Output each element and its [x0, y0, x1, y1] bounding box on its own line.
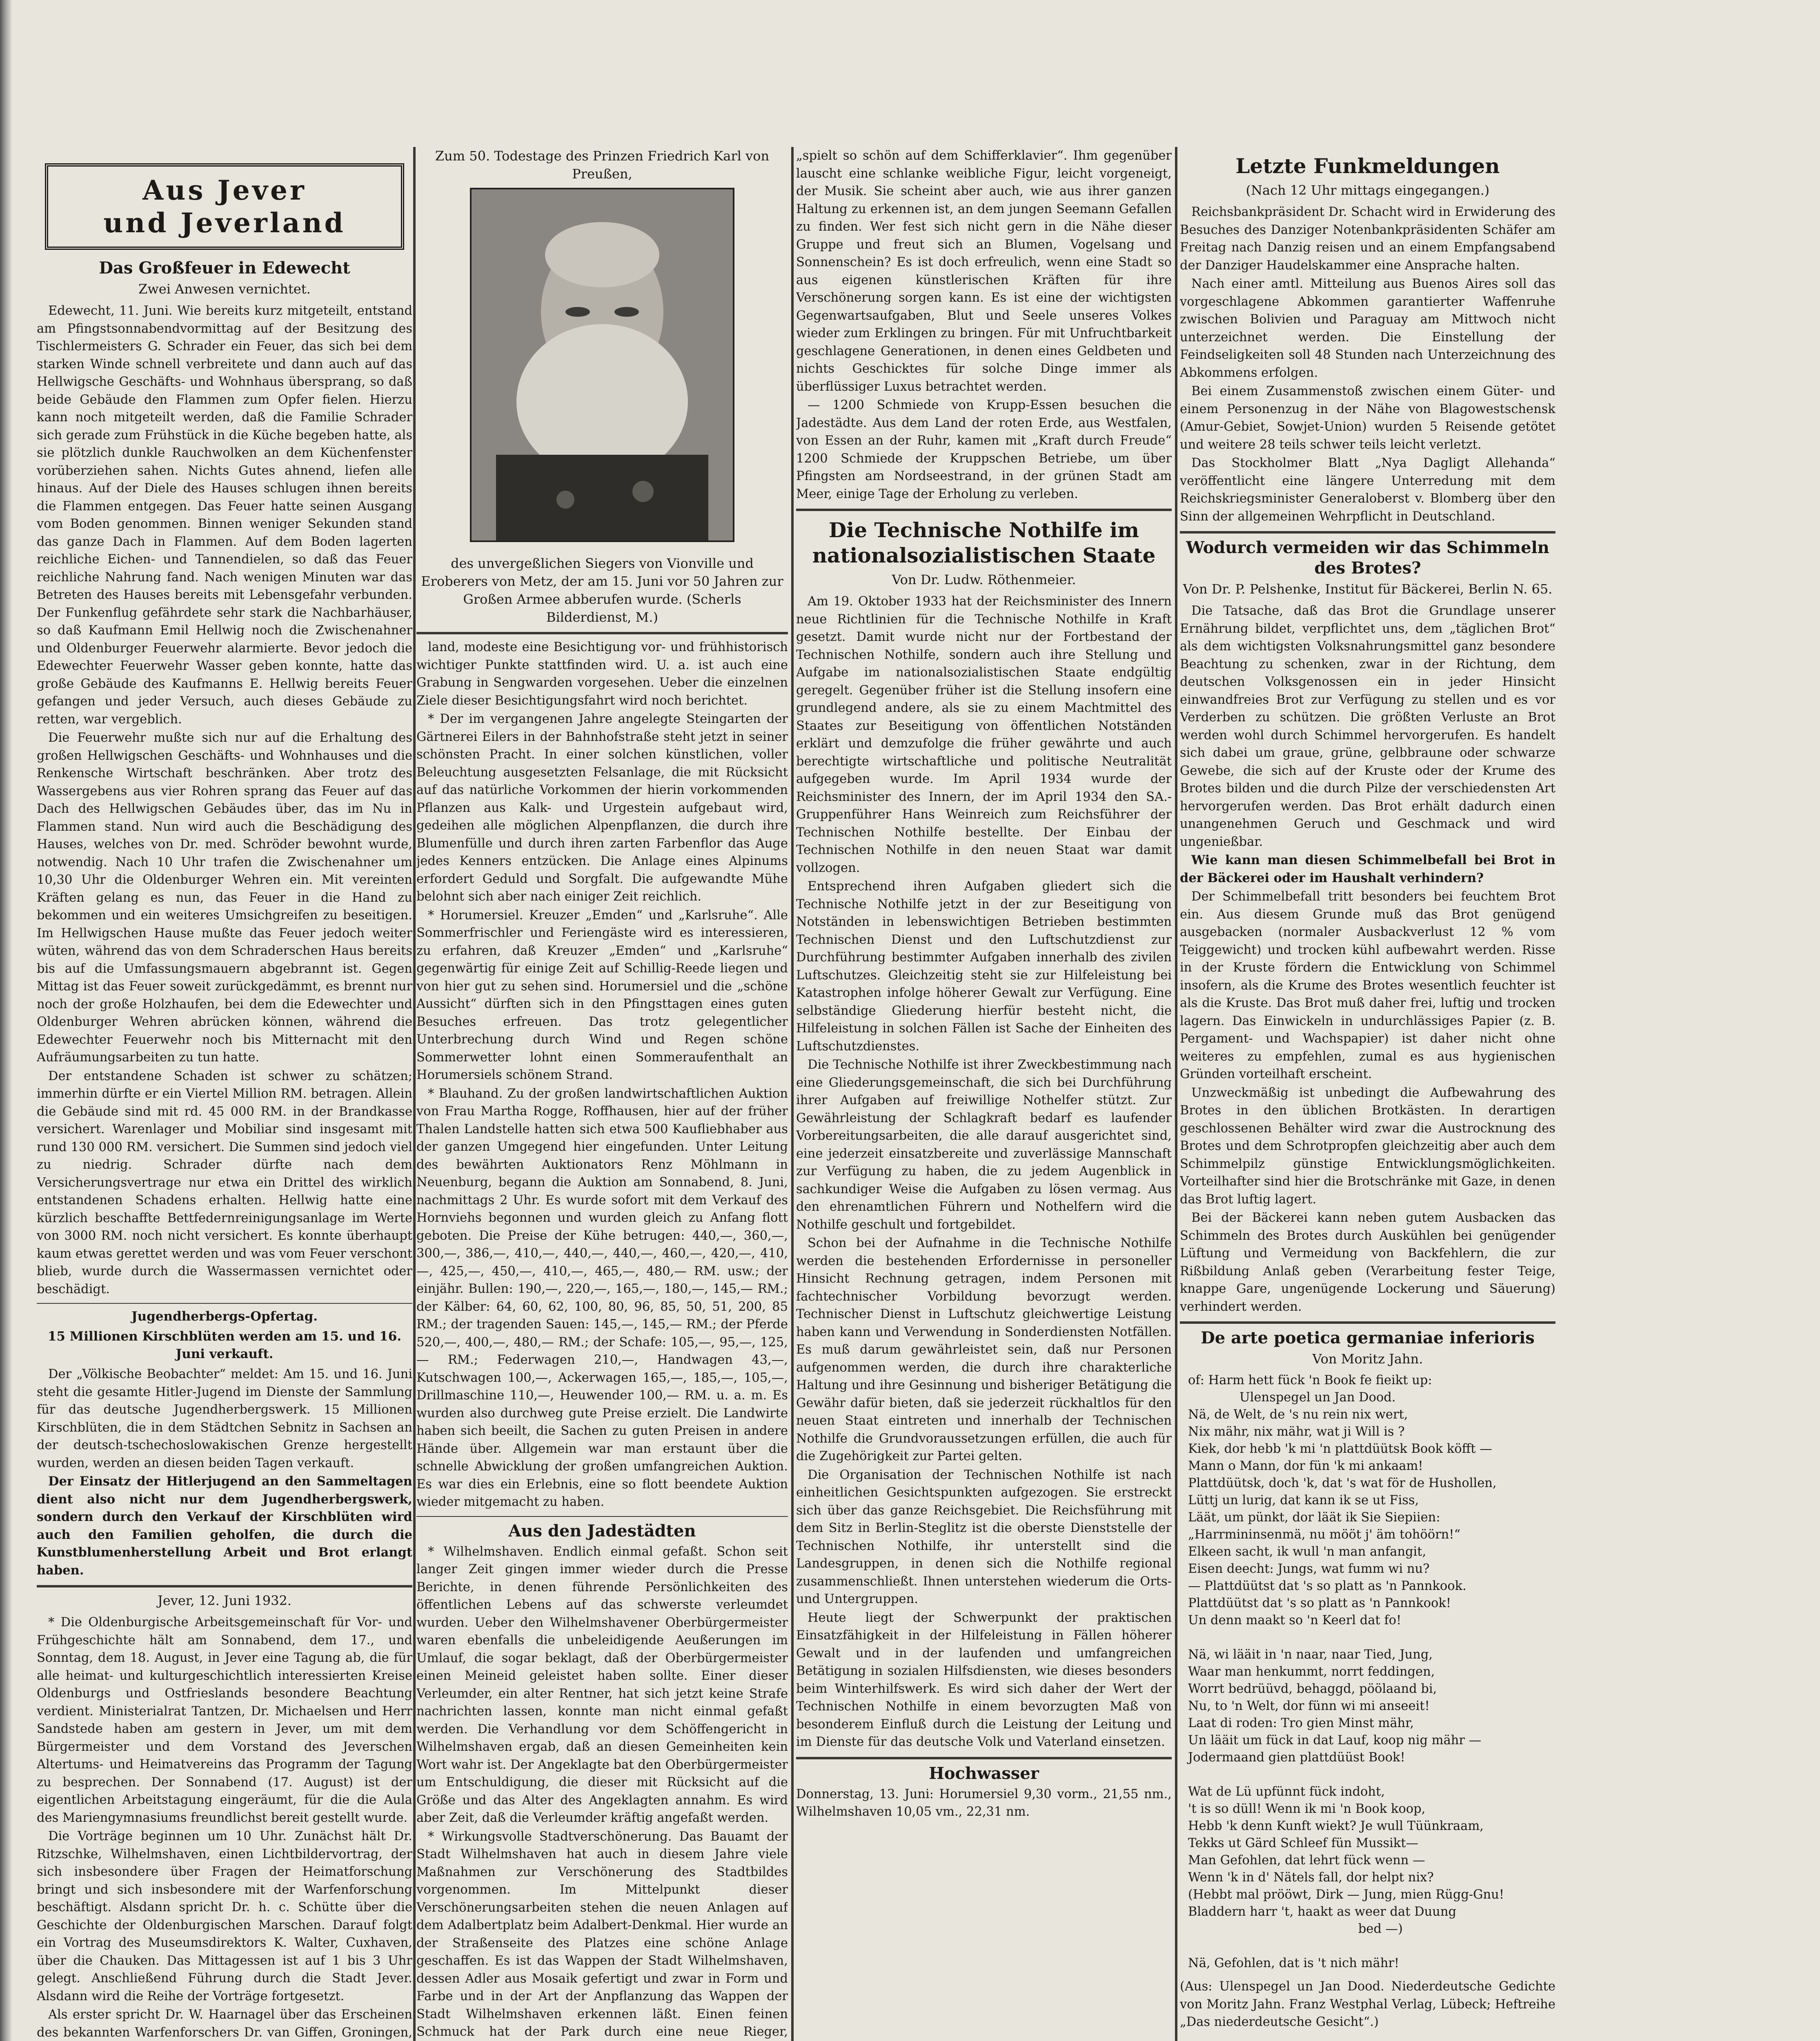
poem-text: of: Harm hett fück 'n Book fe fieikt up: Ulenspegel un Jan Dood. Nä, de Welt, de 's nu rein nix wert, Nix mähr, nix mähr, wat ji Will is ? Kiek, dor hebb 'k mi 'n plattdüütsk Book köfft — Mann o Mann, dor fün 'k mi ankaam! Plattdüütsk, doch 'k, dat 's wat för de Hushollen, Lüttj un lurig, dat kann ik se ut Fiss, Läät, um pünkt, dor läät ik Sie Siepiien: „Harrmininsenmä, nu mööt j' äm tohöörn!“ Elkeen sacht, ik wull 'n man anfangit, Eisen deecht: Jungs, wat fumm wi nu? — Plattdüütst dat 's so platt as 'n Pannkook. Plattdüütst dat 's so platt as 'n Pannkook! Un denn maakt so 'n Keerl dat fo! Nä, wi lääit in 'n naar, naar Tied, Jung, Waar man henkummt, norrt feddingen, Worrt bedrüüvd, behaggd, pöölaand bi, Nu, to 'n Welt, dor fünn wi mi anseeit! Laat di roden: Tro gien Minst mähr, Un lääit um fück in dat Lauf, koop nig mähr — Jodermaand gien plattdüüst Book! Wat de Lü upfünnt fück indoht, 't is so düll! Wenn ik mi 'n Book koop, Hebb 'k denn Kunft wiekt? Je wull Tüünkraam, Tekks ut Gärd Schleef fün Mussikt— Man Gefohlen, dat lehrt fück wenn — Wenn 'k in d' Nätels fall, dor helpt nix? (Hebbt mal prööwt, Dirk — Jung, mien Rügg-Gnu! Bladdern harr 't, haakt as weer dat Duung bed —) Nä, Gefohlen, dat is 't nich mähr! [1188, 1373, 1504, 1970]
article-paragraph: Bei der Bäckerei kann neben gutem Ausbacken das Schimmeln des Brotes durch Auskühlen bei genügender Lüftung und Vermeidung von Backfehlern, die zur Rißbildung Anlaß geben (Verarbeitung fester Teige, knappe Gare, ungenügende Lockerung und Säuerung) verhindert werden. [1180, 1211, 1555, 1314]
section-headline: Aus den Jadestädten [508, 1521, 696, 1541]
article-paragraph: * Horumersiel. Kreuzer „Emden“ und „Karlsruhe“. Alle Sommerfrischler und Feriengäste wird es interessieren, zu erfahren, daß Kreuzer „Emden“ und „Karlsruhe“ gegenwärtig für einige Zeit auf Schillig-Reede liegen und von hier gut zu sehen sind. Horumersiel und die „schöne Aussicht“ dürften sich in den Pfingsttagen eines guten Besuches erfreuen. Das trotz gelegentlicher Unterbrechung durch Wind und Regen schöne Sommerwetter lohnt einen Sommeraufenthalt an Horumersiels schönem Strand. [416, 908, 788, 1082]
divider [1180, 531, 1555, 534]
article-byline: Von Dr. Ludw. Röthenmeier. [892, 572, 1076, 587]
article-headline: Wodurch vermeiden wir das Schimmeln des Brotes? [1186, 538, 1549, 578]
portrait-illustration [472, 189, 733, 540]
article-paragraph: Der entstandene Schaden ist schwer zu schätzen; immerhin dürfte er ein Viertel Million RM. betragen. Allein die Gebäude sind mit rd. 45 000 RM. in der Brandkasse versichert. Warenlager und Mobiliar sind insgesamt mit rund 130 000 RM. versichert. Die Summen sind jedoch viel zu niedrig. Schrader dürfte nach dem Versicherungsvertrage nur etwa ein Drittel des wirklich entstandenen Schadens erhalten. Hellwig hatte eine kürzlich beschaffte Bettfedernreinigungsanlage im Werte von 3000 RM. noch nicht versichert. Es konnte überhaupt kaum etwas gerettet werden und was vom Feuer verschont blieb, wurde durch die Wassermassen vernichtet oder beschädigt. [37, 1069, 412, 1296]
divider [37, 1585, 412, 1587]
news-item: Bei einem Zusammenstoß zwischen einem Güter- und einem Personenzug in der Nähe von Blagowestschensk (Amur-Gebiet, Sowjet-Union) wurden 5 Reisende getötet und weitere 28 teils schwer teils leicht verletzt. [1180, 384, 1555, 452]
column-rule [413, 147, 416, 2041]
page-fold-shadow [0, 0, 12, 2041]
section-title-line-2: und Jeverland [103, 207, 346, 239]
column-1 [37, 147, 412, 2041]
divider [37, 1303, 412, 1304]
section-header-box [45, 163, 404, 250]
article-headline: De arte poetica germaniae inferioris [1201, 1328, 1535, 1347]
article-paragraph: Die Organisation der Technischen Nothilfe ist nach einheitlichen Gesichtspunkten aufgezogen. Sie erstreckt sich über das ganze Reichsgebiet. Die Reichsführung mit dem Sitz in Berlin-Steglitz ist die oberste Dienststelle der Technischen Nothilfe, ihr unterstellt sind die Landesgruppen, in denen sich die Nothilfe regional zusammenschließt. Ihnen unterstehen wiederum die Orts- und Untergruppen. [796, 1467, 1172, 1606]
article-paragraph: Unzweckmäßig ist unbedingt die Aufbewahrung des Brotes in den üblichen Brotkästen. In derartigen geschlossenen Behälter wird zwar die Austrocknung des Brotes und dem Schrotpropfen gleichzeitig aber auch dem Schimmelpilz günstige Entwicklungsmöglichkeiten. Vorteilhafter sind hier die Brotschränke mit Gaze, in denen das Brot luftig lagert. [1180, 1085, 1555, 1207]
article-paragraph: Am 19. Oktober 1933 hat der Reichsminister des Innern neue Richtlinien für die Technische Nothilfe in Kraft gesetzt. Damit wurde nicht nur der Fortbestand der Technischen Nothilfe, sondern auch ihre Stellung und Aufgabe im nationalsozialistischen Staate endgültig geregelt. Gegenüber früher ist die Stellung insofern eine grundlegend andere, als sie zu einem Machtmittel des Staates zur Beseitigung von öffentlichen Notständen erklärt und demzufolge die früher gewährte und auch berechtigte wirtschaftliche und politische Neutralität aufgegeben wurde. Im April 1934 wurde der Reichsminister des Innern, der im April 1934 den SA.-Gruppenführer Hans Weinreich zum Reichsführer der Technischen Nothilfe bestellte. Der Einbau der Technischen Nothilfe in den neuen Staat war damit vollzogen. [796, 594, 1172, 875]
article-paragraph: land, modeste eine Besichtigung vor- und frühhistorisch wichtiger Punkte stattfinden wird. U. a. ist auch eine Grabung in Sengwarden vorgesehen. Ueber die einzelnen Ziele dieser Besichtigungsfahrt wird noch berichtet. [416, 640, 788, 708]
article-paragraph: Schon bei der Aufnahme in die Technische Nothilfe werden die bestehenden Erfordernisse in personeller Hinsicht Rechnung getragen, indem Personen mit fachtechnischer Vorbildung bevorzugt werden. Technischer Dienst in Luftschutz gleichwertige Leistung haben kann und Verwendung in Sonderdiensten Notfällen. Es muß darum gewährleistet sein, daß nur Personen aufgenommen werden, die durch ihre charakterliche Haltung und ihre Gesinnung und bisheriger Betätigung die Gewähr dafür bieten, daß sie jederzeit rückhaltlos für den neuen Staat eintreten und innerhalb der Technischen Nothilfe die Grundvoraussetzungen erfüllen, die auch für die Zugehörigkeit zur Partei gelten. [796, 1236, 1172, 1463]
news-item: Nach einer amtl. Mitteilung aus Buenos Aires soll das vorgeschlagene Abkommen garantierter Waffenruhe zwischen Bolivien und Paraguay am Mittwoch nicht unterzeichnet werden. Die Einstellung der Feindseligkeiten soll 48 Stunden nach Unterzeichnung des Abkommens erfolgen. [1180, 277, 1555, 380]
article-headline: Die Technische Nothilfe im nationalsozialistischen Staate [812, 518, 1156, 567]
article-paragraph: Entsprechend ihren Aufgaben gliedert sich die Technische Nothilfe jetzt in der zur Beseitigung von Notständen in lebenswichtigen Betrieben bestimmten Technischen Dienst und den Luftschutzdienst zur Durchführung bestimmter Aufgaben innerhalb des zivilen Luftschutzes. Gleichzeitig steht sie zur Hilfeleistung bei Katastrophen infolge höherer Gewalt zur Verfügung. Eine selbständige Gliederung hierfür besteht nicht, die Hilfeleistung in solchen Fällen ist Sache der Einheiten des Luftschutzdienstes. [796, 879, 1172, 1054]
section-title-line-1: Aus Jever [142, 174, 307, 206]
divider [796, 509, 1172, 511]
poem-source: (Aus: Ulenspegel un Jan Dood. Niederdeutsche Gedichte von Moritz Jahn. Franz Westphal Verlag, Lübeck; Heftreihe „Das niederdeutsche Gesicht“.) [1180, 1979, 1555, 2029]
portrait-photo [470, 188, 734, 542]
photo-caption-bottom: des unvergeßlichen Siegers von Vionville und Eroberers von Metz, der am 15. Juni vor 50 Jahren zur Großen Armee abberufen wurde. (Scherls Bilderdienst, M.) [421, 556, 783, 625]
section-headline: Letzte Funkmeldungen [1235, 154, 1500, 178]
article-paragraph: * Die Oldenburgische Arbeitsgemeinschaft für Vor- und Frühgeschichte hält am Sonnabend, dem 17., und Sonntag, dem 18. August, in Jever eine Tagung ab, die für alle heimat- und kulturgeschichtlich interessierten Kreise Oldenburgs und Ostfrieslands besondere Beachtung verdient. Ministerialrat Tantzen, Dr. Michaelsen und Herr Sandstede haben am gestern in Jever, um mit dem Bürgermeister und dem Vorstand des Jeverschen Altertums- und Heimatvereins das Programm der Tagung zu besprechen. Der Sonnabend (17. August) ist der eigentlichen Arbeitstagung eingeräumt, für die die Aula des Mariengymnasiums freundlichst bereit gestellt wurde. [37, 1615, 412, 1825]
divider [416, 632, 788, 634]
article-paragraph: * Wirkungsvolle Stadtverschönerung. Das Bauamt der Stadt Wilhelmshaven hat auch in diesem Jahre viele Maßnahmen zur Verschönerung des Stadtbildes vorgenommen. Im Mittelpunkt dieser Verschönerungsarbeiten stehen die neuen Anlagen auf dem Adalbertplatz beim Adalbert-Denkmal. Hier wurde an der Straßenseite des Platzes eine schöne Anlage geschaffen. Es ist das Wappen der Stadt Wilhelmshaven, dessen Adler aus Mosaik gefertigt und zwar in Form und Farbe und in der Art der Anpflanzung das Wappen der Stadt Wilhelmshaven erkennen läßt. Einen feinen Schmuck hat der Park durch eine neue Rieger, [416, 1829, 788, 2039]
article-paragraph: Die Feuerwehr mußte sich nur auf die Erhaltung des großen Hellwigschen Geschäfts- und Wohnhauses und die Renkensche Wirtschaft beschränken. Aber trotz des Wassergebens aus vier Rohren sprang das Feuer auf das Dach des Hellwigschen Gebäudes über, das im Nu in Flammen stand. Nun wird auch die Beschädigung des Hauses, welches von Dr. med. Schröder bewohnt wurde, notwendig. Nach 10 Uhr trafen die Zwischenahner um 10,30 Uhr die Oldenburger Wehren ein. Mit vereinten Kräften gelang es nun, das Feuer in die Hand zu bekommen und ein weiteres Umsichgreifen zu beseitigen. Im Hellwigschen Hause mußte das Feuer jedoch weiter wüten, während das von dem Schraderschen Haus bereits bis auf die Umfassungsmauern abgebrannt ist. Gegen Mittag ist das Feuer soweit zurückgedämmt, es brennt nur noch der große Holzhaufen, bei dem die Edewechter und Oldenburger Wehren abrücken können, während die Edewechter Feuerwehr noch bis Mitternacht mit den Aufräumungsarbeiten zu tun hatte. [37, 731, 412, 1065]
article-paragraph: Edewecht, 11. Juni. Wie bereits kurz mitgeteilt, entstand am Pfingstsonnabendvormittag auf der Besitzung des Tischlermeisters G. Schrader ein Feuer, das sich bei dem starken Winde schnell verbreitete und dann auch auf das Hellwigsche Geschäfts- und Wohnhaus übersprang, so daß beide Gebäude den Flammen zum Opfer fielen. Hierzu kann noch mitgeteilt werden, daß die Familie Schrader sich gerade zum Frühstück in die Küche begeben hatte, als sie plötzlich dunkle Rauchwolken an dem Küchenfenster vorüberziehen sahen. Nichts Gutes ahnend, liefen alle hinaus. Auf der Diele des Hauses schlugen ihnen bereits die Flammen entgegen. Das Feuer hatte seinen Ausgang vom Boden genommen. Binnen weniger Sekunden stand das ganze Dach in Flammen. Auf dem Boden lagerten reichliche Eichen- und Tannendielen, so daß das Feuer reichliche Nahrung fand. Nach wenigen Minuten war das Betreten des Hauses bereits mit Lebensgefahr verbunden. Der Funkenflug gefährdete sehr stark die Nachbarhäuser, so daß Kaufmann Emil Hellwig noch die Zwischenahner und Oldenburger Feuerwehr alarmierte. Bevor jedoch die Edewechter Feuerwehr Wasser geben konnte, hatte das große Gebäude des Kaufmanns E. Hellwig bereits Feuer gefangen und jeder Versuch, auch dieses Gebäude zu retten, war vergeblich. [37, 304, 412, 727]
article-paragraph: Die Vorträge beginnen um 10 Uhr. Zunächst hält Dr. Ritzschke, Wilhelmshaven, einen Lichtbildervortrag, der sich insbesondere über Fragen der Heimatforschung bringt und sich insbesondere mit der Warfenforschung beschäftigt. Alsdann spricht Dr. h. c. Schütte über die Geschichte der Oldenburgischen Marschen. Darauf folgt ein Vortrag des Museumsdirektors K. Walter, Cuxhaven, über die Chauken. Das Mittagessen ist auf 1 bis 3 Uhr gelegt. Anschließend Führung durch die Stadt Jever. Alsdann wird die Reihe der Vorträge fortgesetzt. [37, 1829, 412, 2003]
news-item: Das Stockholmer Blatt „Nya Dagligt Allehanda“ veröffentlicht eine längere Unterredung mit dem Reichskriegsminister Generaloberst v. Blomberg über den Sinn der allgemeinen Wehrpflicht in Deutschland. [1180, 456, 1555, 524]
divider [416, 1516, 788, 1517]
article-paragraph: Die Tatsache, daß das Brot die Grundlage unserer Ernährung bildet, verpflichtet uns, dem „täglichen Brot“ als dem wichtigsten Volksnahrungsmittel ganz besondere Beachtung zu schenken, zwar in der Richtung, dem deutschen Volksgenossen ein in jeder Hinsicht einwandfreies Brot zur Verfügung zu stellen und es vor Verderben zu schützen. Die größten Verluste an Brot werden wohl durch Schimmel hervorgerufen. Es handelt sich dabei um graue, grüne, gelbbraune oder schwarze Gewebe, die sich auf der Kruste oder der Krume des Brotes bilden und die durch Pilze der verschiedensten Art hervorgerufen werden. Das Brot erhält dadurch einen unangenehmen Geruch und Geschmack und wird ungenießbar. [1180, 604, 1555, 849]
column-rule [1175, 147, 1177, 2041]
column-4 [1180, 147, 1555, 2041]
article-paragraph: „spielt so schön auf dem Schifferklavier“. Ihm gegenüber lauscht eine schlanke weibliche Figur, leicht vorgeneigt, der Musik. Sie scheint aber auch, wie aus ihrer ganzen Haltung zu erkennen ist, an dem jungen Seemann Gefallen zu finden. Wer fest sich nicht gern in die Nähe dieser Gruppe und freut sich an Blumen, Vogelsang und Sonnenschein? Es ist doch erfreulich, wenn eine Stadt so aus eigenen künstlerischen Kräften für ihre Verschönerung sorgen kann. Es ist eine der wichtigsten Gegenwartsaufgaben, Blut und Seele unseres Volkes wieder zum Erklingen zu bringen. Für mit Unfruchtbarkeit geschlagene Generationen, in denen eines Geldbeten und nichts Geschicktes für solche Dinge immer als überflüssiger Luxus betrachtet werden. [796, 149, 1172, 394]
article-byline: Von Moritz Jahn. [1312, 1351, 1423, 1367]
article-subheadline: 15 Millionen Kirschblüten werden am 15. und 16. Juni verkauft. [47, 1329, 402, 1361]
column-rule [791, 147, 794, 2041]
divider [796, 1757, 1172, 1759]
article-paragraph: — 1200 Schmiede von Krupp-Essen besuchen die Jadestädte. Aus dem Land der roten Erde, aus Westfalen, von Essen an der Ruhr, kamen mit „Kraft durch Freude“ 1200 Schmiede der Kruppschen Betriebe, um über Pfingsten am Nordseestrand, in der grünen Stadt am Meer, einige Tage der Erholung zu verleben. [796, 398, 1172, 501]
article-paragraph: Die Technische Nothilfe ist ihrer Zweckbestimmung nach eine Gliederungsgemeinschaft, die sich bei Durchführung ihrer Aufgaben auf freiwillige Nothelfer stützt. Zur Gewährleistung der Schlagkraft bedarf es laufender Vorbereitungsarbeiten, die alle darauf ausgerichtet sind, eine jederzeit einsatzbereite und zuverlässige Mannschaft zur Verfügung zu haben, die zu jedem Augenblick in sachkundiger Weise die Aufgaben zu lösen vermag. Aus den ehrenamtlichen Führern und Nothelfern wird die Nothilfe geschult und fortgebildet. [796, 1058, 1172, 1232]
article-headline: Das Großfeuer in Edewecht [99, 258, 350, 278]
news-item: Reichsbankpräsident Dr. Schacht wird in Erwiderung des Besuches des Danziger Notenbankpräsidenten Schäfer am Freitag nach Danzig reisen und an einem Empfangsabend der Danziger Haudelskammer eine Ansprache halten. [1180, 205, 1555, 273]
tide-table-text: Donnerstag, 13. Juni: Horumersiel 9,30 vorm., 21,55 nm., Wilhelmshaven 10,05 vm., 22,31 nm. [796, 1787, 1172, 1819]
photo-caption-top: Zum 50. Todestage des Prinzen Friedrich Karl von Preußen, [435, 148, 770, 182]
article-paragraph: Wie kann man diesen Schimmelbefall bei Brot in der Bäckerei oder im Haushalt verhindern? [1180, 853, 1555, 885]
article-paragraph: Der Schimmelbefall tritt besonders bei feuchtem Brot ein. Aus diesem Grunde muß das Brot genügend ausgebacken (normaler Ausbackverlust 12 % vom Teiggewicht) und trocken kühl aufbewahrt werden. Risse in der Kruste fördern die Entwicklung von Schimmel insofern, als die Krume des Brotes wesentlich feuchter ist als die Kruste. Das Brot muß daher frei, luftig und trocken lagern. Das Einwickeln in undurchlässiges Papier (z. B. Pergament- und Wachspapier) ist daher nicht ohne weiteres zu empfehlen, zumal es aus hygienischen Gründen vorteilhaft erscheint. [1180, 889, 1555, 1081]
article-paragraph: * Blauhand. Zu der großen landwirtschaftlichen Auktion von Frau Martha Rogge, Roffhausen, hier auf der früher Thalen Landstelle hatten sich etwa 500 Kaufliebhaber aus der ganzen Umgegend hier eingefunden. Unter Leitung des bewährten Auktionators Renz Möhlmann in Neuenburg, begann die Auktion am Sonnabend, 8. Juni, nachmittags 2 Uhr. Es wurde sofort mit dem Verkauf des Hornviehs begonnen und wurden gleich zu Anfang flott geboten. Die Preise der Kühe betrugen: 440,—, 360,—, 300,—, 386,—, 410,—, 440,—, 440,—, 460,—, 420,—, 410,—, 425,—, 450,—, 410,—, 465,—, 480,— RM. usw.; der einjähr. Bullen: 190,—, 220,—, 165,—, 180,—, 145,— RM.; der Kälber: 64, 60, 62, 100, 80, 96, 85, 50, 51, 200, 85 RM.; der tragenden Sauen: 145,—, 145,— RM.; der Pferde 520,—, 400,—, 480,— RM.; der Schafe: 105,—, 95,—, 125,— RM.; Federwagen 210,—, Handwagen 43,—, Kutschwagen 100,—, Ackerwagen 165,—, 185,—, 105,—, Drillmaschine 110,—, Heuwender 100,— RM. u. a. m. Es wurden also durchweg gute Preise erzielt. Die Landwirte haben sich beeilt, die Sachen zu guten Preisen in andere Hände über. Allgemein war man erstaunt über die schnelle Abwicklung der großen umfangreichen Auktion. Es war dies ein Erlebnis, eine so flott beendete Auktion wieder mitgemacht zu haben. [416, 1086, 788, 1509]
column-3 [796, 147, 1172, 2041]
article-headline: Jugendherbergs-Opfertag. [131, 1309, 318, 1324]
divider [1180, 1321, 1555, 1324]
article-paragraph: * Wilhelmshaven. Endlich einmal gefaßt. Schon seit langer Zeit gingen immer wieder durch die Presse Berichte, in denen führende Persönlichkeiten des öffentlichen Lebens auf das schwerste verleumdet wurden. Ueber den Wilhelmshavener Oberbürgermeister waren ebenfalls die unbeleidigende Aeußerungen im Umlauf, die sogar beklagt, daß der Oberbürgermeister einen Meineid geleistet haben sollte. Einer dieser Verleumder, ein alter Rentner, hat sich jetzt keine Strafe nachrichten lassen, konnte man nicht einmal gefaßt werden. Die Verhandlung vor dem Schöffengericht in Wilhelmshaven ergab, daß an diesen Gemeinheiten kein Wort wahr ist. Der Angeklagte bat den Oberbürgermeister um Entschuldigung, die dieser mit Rücksicht auf die Größe und das Alter des Angeklagten annahm. Es wird aber Zeit, daß die Verleumder kräftig angefaßt werden. [416, 1544, 788, 1825]
article-paragraph: * Der im vergangenen Jahre angelegte Steingarten der Gärtnerei Eilers in der Bahnhofstraße steht jetzt in seiner schönsten Pracht. In einer solchen künstlichen, voller Beleuchtung ausgesetzten Felsanlage, die mit Rücksicht auf das natürliche Vorkommen der hierin vorkommenden Pflanzen aus Kalk- und Urgestein aufgebaut wird, gedeihen alle möglichen Alpenpflanzen, die durch ihre Blumenfülle und durch ihren zarten Farbenflor das Auge jedes Kenners entzücken. Die Anlage eines Alpinums erfordert Geduld und Sorgfalt. Die aufgewandte Mühe belohnt sich aber nach einiger Zeit reichlich. [416, 712, 788, 904]
article-paragraph: Der „Völkische Beobachter“ meldet: Am 15. und 16. Juni steht die gesamte Hitler-Jugend im Dienste der Sammlung für das deutsche Jugendherbergswerk. 15 Millionen Kirschblüten, die in dem Städtchen Sebnitz in Sachsen an der deutsch-tschechoslowakischen Grenze hergestellt wurden, werden an diesen beiden Tagen verkauft. [37, 1367, 412, 1470]
article-byline: Von Dr. P. Pelshenke, Institut für Bäckerei, Berlin N. 65. [1183, 581, 1553, 597]
article-paragraph: Der Einsatz der Hitlerjugend an den Sammeltagen dient also nicht nur dem Jugendherbergswerk, sondern durch den Verkauf der Kirschblüten wird auch den Familien geholfen, die durch die Kunstblumenherstellung Arbeit und Brot erlangt haben. [37, 1474, 412, 1578]
dateline: Jever, 12. Juni 1932. [157, 1593, 292, 1608]
article-subheadline: Zwei Anwesen vernichtet. [138, 281, 311, 297]
column-2 [416, 147, 788, 2041]
article-paragraph: Als erster spricht Dr. W. Haarnagel über das Erscheinen des bekannten Warfenforschers Dr. van Giffen, Groningen, [37, 2008, 412, 2040]
section-subheadline: (Nach 12 Uhr mittags eingegangen.) [1246, 182, 1490, 198]
article-paragraph: Heute liegt der Schwerpunkt der praktischen Einsatzfähigkeit in der Hilfeleistung in Fällen höherer Gewalt und in der laufenden und umfangreichen Betätigung in sozialen Hilfsdiensten, wie dieses besonders beim Winterhilfswerk. Es wird sich daher der Wert der Technischen Nothilfe in einem bevorzugten Maß von besonderem Einfluß durch die Leistung der Leitung und im Dienste für das deutsche Volk und Vaterland einsetzen. [796, 1610, 1172, 1749]
tide-table-headline: Hochwasser [929, 1763, 1039, 1783]
